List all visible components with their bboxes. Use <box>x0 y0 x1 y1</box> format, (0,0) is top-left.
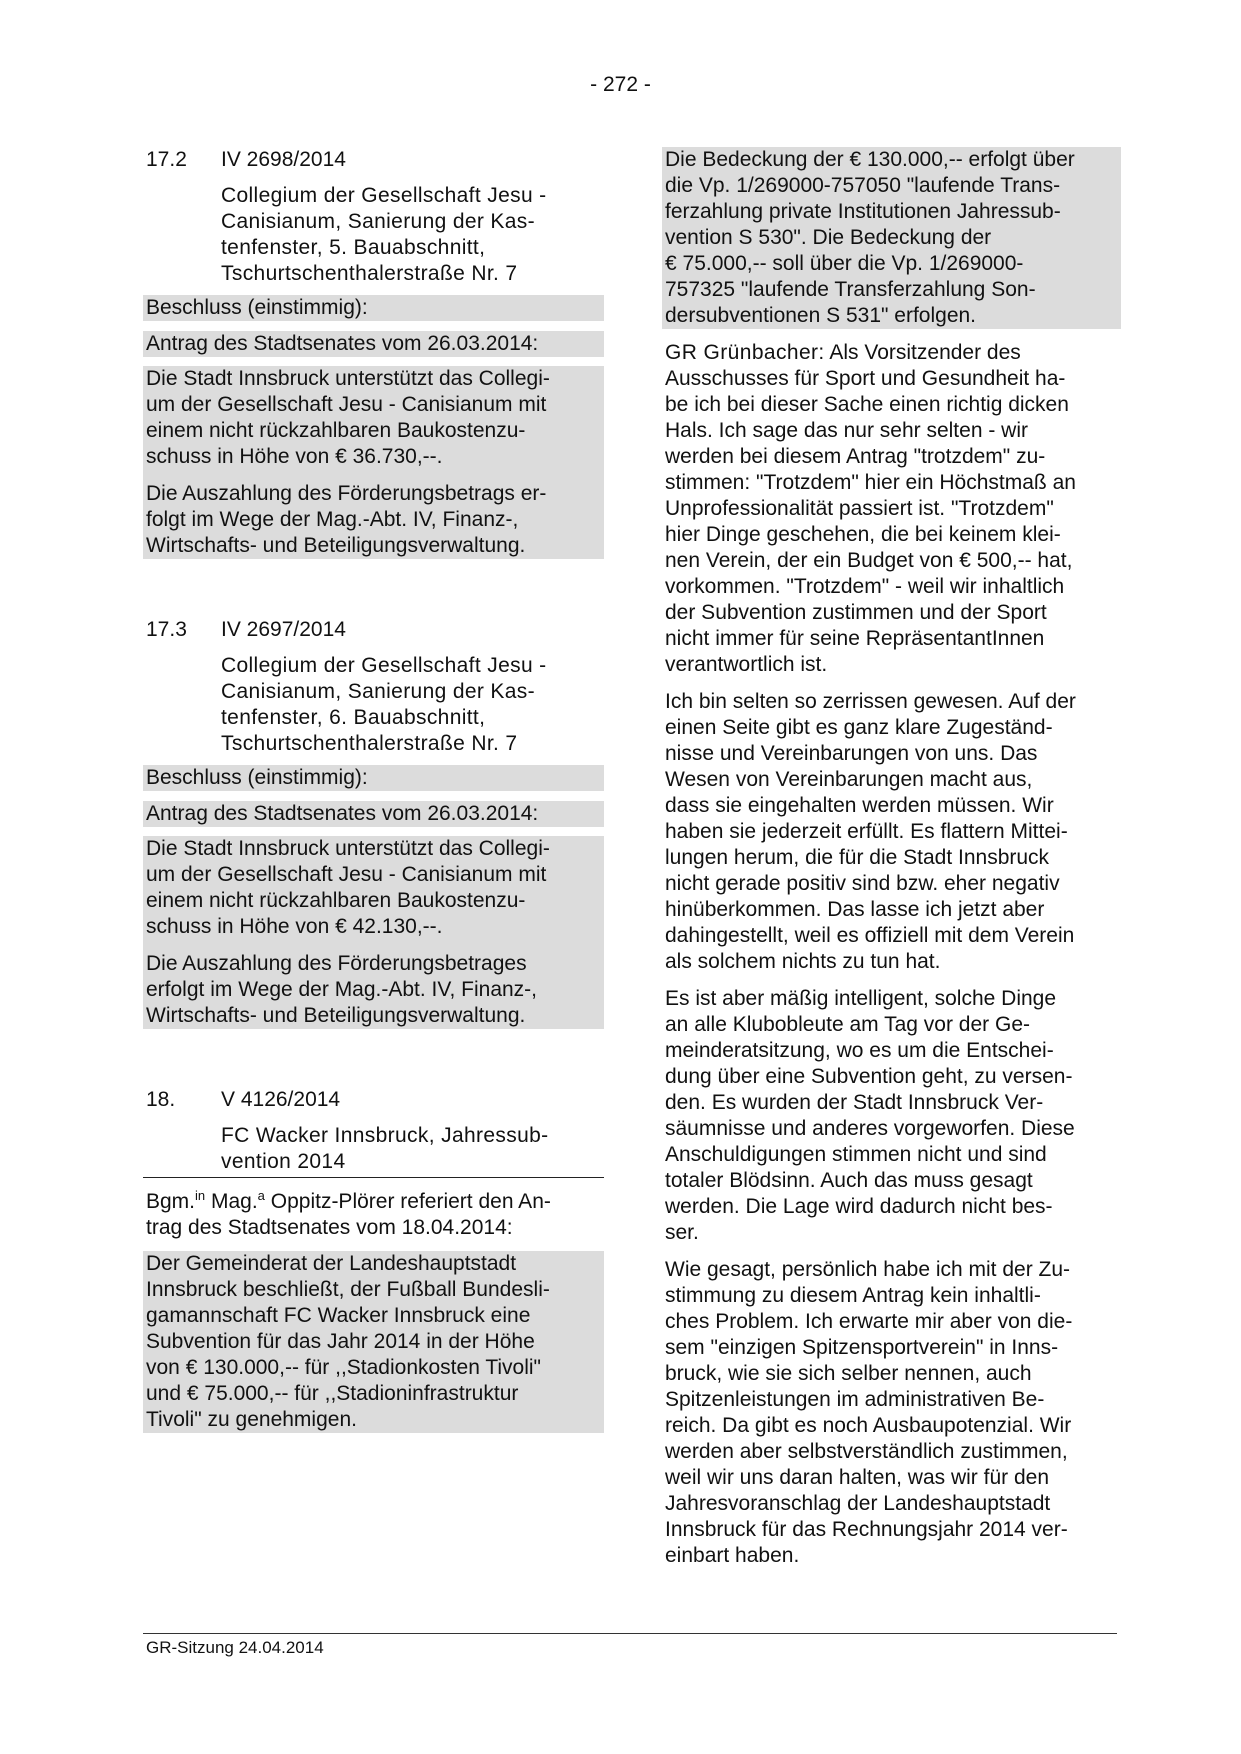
text-line: be ich bei dieser Sache einen richtig dicken <box>665 393 1069 416</box>
title-line: Collegium der Gesellschaft Jesu - <box>221 654 547 677</box>
text-line: Ich bin selten so zerrissen gewesen. Auf der <box>665 690 1076 713</box>
text-line: Subvention für das Jahr 2014 in der Höhe <box>146 1330 535 1353</box>
title-line: tenfenster, 5. Bauabschnitt, <box>221 236 486 259</box>
item-code: IV 2697/2014 <box>221 618 346 641</box>
text-line: schuss in Höhe von € 42.130,--. <box>146 915 443 938</box>
item-number: 18. <box>146 1088 176 1111</box>
text-line: gamannschaft FC Wacker Innsbruck eine <box>146 1304 531 1327</box>
motion-label: Antrag des Stadtsenates vom 26.03.2014: <box>146 802 539 825</box>
resolution-block <box>143 366 604 559</box>
text-line: nicht gerade positiv sind bzw. eher negativ <box>665 872 1060 895</box>
title-line: tenfenster, 6. Bauabschnitt, <box>221 706 486 729</box>
speech-text: Als Vorsitzender des <box>829 341 1021 364</box>
text-line: Wie gesagt, persönlich habe ich mit der Zu- <box>665 1258 1071 1281</box>
text-line: ferzahlung private Institutionen Jahressub- <box>665 200 1061 223</box>
item-number: 17.2 <box>146 148 187 171</box>
text-line: Innsbruck für das Rechnungsjahr 2014 ver- <box>665 1518 1068 1541</box>
text-line: einem nicht rückzahlbaren Baukostenzu- <box>146 889 526 912</box>
decision-label: Beschluss (einstimmig): <box>146 766 368 789</box>
text-line: werden. Die Lage wird dadurch nicht bes- <box>665 1195 1053 1218</box>
coverage-block <box>662 147 1121 329</box>
item-18-header <box>146 1087 600 1113</box>
title-line: Canisianum, Sanierung der Kas- <box>221 210 535 233</box>
text-line: meinderatsitzung, wo es um die Entschei- <box>665 1039 1054 1062</box>
text-line: nicht immer für seine RepräsentantInnen <box>665 627 1045 650</box>
title-line: Tschurtschenthalerstraße Nr. 7 <box>221 262 518 285</box>
text-line: die Vp. 1/269000-757050 "laufende Trans- <box>665 174 1061 197</box>
text-line: einen Seite gibt es ganz klare Zugeständ- <box>665 716 1053 739</box>
item-code: V 4126/2014 <box>221 1088 341 1111</box>
speech-paragraph <box>665 986 1117 1246</box>
motion-block <box>143 331 604 357</box>
text-line: stimmen: "Trotzdem" hier ein Höchstmaß an <box>665 471 1076 494</box>
text-line: Jahresvoranschlag der Landeshauptstadt <box>665 1492 1051 1515</box>
title-line: vention 2014 <box>221 1150 346 1173</box>
motion-block <box>143 801 604 827</box>
item-title <box>221 183 600 287</box>
speaker-title-sup: in <box>195 1188 206 1203</box>
text-line: säumnisse und anderes vorgeworfen. Diese <box>665 1117 1075 1140</box>
item-17-2-header <box>146 147 600 173</box>
text-line: schuss in Höhe von € 36.730,--. <box>146 445 443 468</box>
text-line: Der Gemeinderat der Landeshauptstadt <box>146 1252 517 1275</box>
text-line: der Subvention zustimmen und der Sport <box>665 601 1047 624</box>
text-line: 757325 "laufende Transferzahlung Son- <box>665 278 1036 301</box>
speech-paragraph <box>665 340 1117 678</box>
speech-paragraph <box>665 1257 1117 1569</box>
title-line: FC Wacker Innsbruck, Jahressub- <box>221 1124 549 1147</box>
text-line: werden aber selbstverständlich zustimmen, <box>665 1440 1068 1463</box>
text-line: dersubventionen S 531" erfolgen. <box>665 304 977 327</box>
text-line: um der Gesellschaft Jesu - Canisianum mit <box>146 393 547 416</box>
text-line: folgt im Wege der Mag.-Abt. IV, Finanz-, <box>146 508 519 531</box>
text-line: reich. Da gibt es noch Ausbaupotenzial. Wir <box>665 1414 1072 1437</box>
text-line: verantwortlich ist. <box>665 653 828 676</box>
text-line: Spitzenleistungen im administrativen Be- <box>665 1388 1045 1411</box>
footer-divider <box>143 1633 1117 1634</box>
title-line: Canisianum, Sanierung der Kas- <box>221 680 535 703</box>
decision-block <box>143 765 604 791</box>
text-line: erfolgt im Wege der Mag.-Abt. IV, Finanz-, <box>146 978 538 1001</box>
text-line: an alle Klubobleute am Tag vor der Ge- <box>665 1013 1030 1036</box>
text-line: haben sie jederzeit erfüllt. Es flattern Mittei- <box>665 820 1068 843</box>
text-line: von € 130.000,-- für ,,Stadionkosten Tivoli" <box>146 1356 542 1379</box>
text-line: Ausschusses für Sport und Gesundheit ha- <box>665 367 1066 390</box>
text-line: vention S 530". Die Bedeckung der <box>665 226 992 249</box>
item-title <box>221 653 600 757</box>
text-line: Wesen von Vereinbarungen macht aus, <box>665 768 1033 791</box>
text-line: Die Bedeckung der € 130.000,-- erfolgt über <box>665 148 1075 171</box>
text-line: Wirtschafts- und Beteiligungsverwaltung. <box>146 534 526 557</box>
text-line: Die Auszahlung des Förderungsbetrages <box>146 952 527 975</box>
text-line: einbart haben. <box>665 1544 800 1567</box>
text-line: Die Auszahlung des Förderungsbetrags er- <box>146 482 547 505</box>
text-line: Hals. Ich sage das nur sehr selten - wir <box>665 419 1028 442</box>
decision-label: Beschluss (einstimmig): <box>146 296 368 319</box>
text-line: einem nicht rückzahlbaren Baukostenzu- <box>146 419 526 442</box>
text-line: Anschuldigungen stimmen nicht und sind <box>665 1143 1047 1166</box>
item-code: IV 2698/2014 <box>221 148 346 171</box>
item-title <box>221 1123 600 1175</box>
text-line: hier Dinge geschehen, die bei keinem klei- <box>665 523 1061 546</box>
text-line: lungen herum, die für die Stadt Innsbruck <box>665 846 1050 869</box>
resolution-block <box>143 836 604 1029</box>
text-line <box>665 340 1117 366</box>
text-line: Innsbruck beschließt, der Fußball Bundesli- <box>146 1278 550 1301</box>
text-line: trag des Stadtsenates vom 18.04.2014: <box>146 1216 513 1239</box>
text-line: Die Stadt Innsbruck unterstützt das Collegi- <box>146 367 550 390</box>
left-column <box>146 147 600 1433</box>
text-line: totaler Blödsinn. Auch das muss gesagt <box>665 1169 1033 1192</box>
text-line: ches Problem. Ich erwarte mir aber von die- <box>665 1310 1073 1333</box>
speaker-intro <box>146 1189 600 1241</box>
speaker-text: Oppitz-Plörer referiert den An- <box>270 1190 551 1213</box>
motion-text-block <box>143 1251 604 1433</box>
title-line: Tschurtschenthalerstraße Nr. 7 <box>221 732 518 755</box>
right-column <box>665 147 1117 1569</box>
item-number: 17.3 <box>146 618 187 641</box>
text-line: und € 75.000,-- für ,,Stadioninfrastruktur <box>146 1382 519 1405</box>
text-line: vorkommen. "Trotzdem" - weil wir inhaltlich <box>665 575 1065 598</box>
text-line: hinüberkommen. Das lasse ich jetzt aber <box>665 898 1045 921</box>
text-line <box>146 1189 600 1215</box>
title-line: Collegium der Gesellschaft Jesu - <box>221 184 547 207</box>
text-line: dung über eine Subvention geht, zu versen- <box>665 1065 1073 1088</box>
item-17-3-header <box>146 617 600 643</box>
text-line: nen Verein, der ein Budget von € 500,-- hat, <box>665 549 1073 572</box>
text-line: nisse und Vereinbarungen von uns. Das <box>665 742 1038 765</box>
page-number: - 272 - <box>590 73 651 96</box>
text-line: werden bei diesem Antrag "trotzdem" zu- <box>665 445 1046 468</box>
text-line: bruck, wie sie sich selber nennen, auch <box>665 1362 1032 1385</box>
speaker-name: GR Grünbacher: <box>665 341 825 364</box>
text-line: dahingestellt, weil es offiziell mit dem Verein <box>665 924 1075 947</box>
text-line: um der Gesellschaft Jesu - Canisianum mit <box>146 863 547 886</box>
text-line: Unprofessionalität passiert ist. "Trotzdem" <box>665 497 1054 520</box>
text-line: Es ist aber mäßig intelligent, solche Dinge <box>665 987 1057 1010</box>
text-line: Wirtschafts- und Beteiligungsverwaltung. <box>146 1004 526 1027</box>
speaker-title: Bgm. <box>146 1190 196 1213</box>
footer-session-date: GR-Sitzung 24.04.2014 <box>146 1638 324 1657</box>
text-line: stimmung zu diesem Antrag kein inhaltli- <box>665 1284 1041 1307</box>
speaker-degree-sup: a <box>257 1188 265 1203</box>
text-line: ser. <box>665 1221 699 1244</box>
motion-label: Antrag des Stadtsenates vom 26.03.2014: <box>146 332 539 355</box>
speech-paragraph <box>665 689 1117 975</box>
decision-block <box>143 295 604 321</box>
speaker-degree: Mag. <box>210 1190 258 1213</box>
text-line: als solchem nichts zu tun hat. <box>665 950 941 973</box>
text-line: Die Stadt Innsbruck unterstützt das Collegi- <box>146 837 550 860</box>
text-line: den. Es wurden der Stadt Innsbruck Ver- <box>665 1091 1044 1114</box>
text-line: weil wir uns daran halten, was wir für den <box>665 1466 1050 1489</box>
text-line: sem "einzigen Spitzensportverein" in Inns- <box>665 1336 1059 1359</box>
text-line: Tivoli" zu genehmigen. <box>146 1408 357 1431</box>
text-line: € 75.000,-- soll über die Vp. 1/269000- <box>665 252 1024 275</box>
text-line: dass sie eingehalten werden müssen. Wir <box>665 794 1054 817</box>
